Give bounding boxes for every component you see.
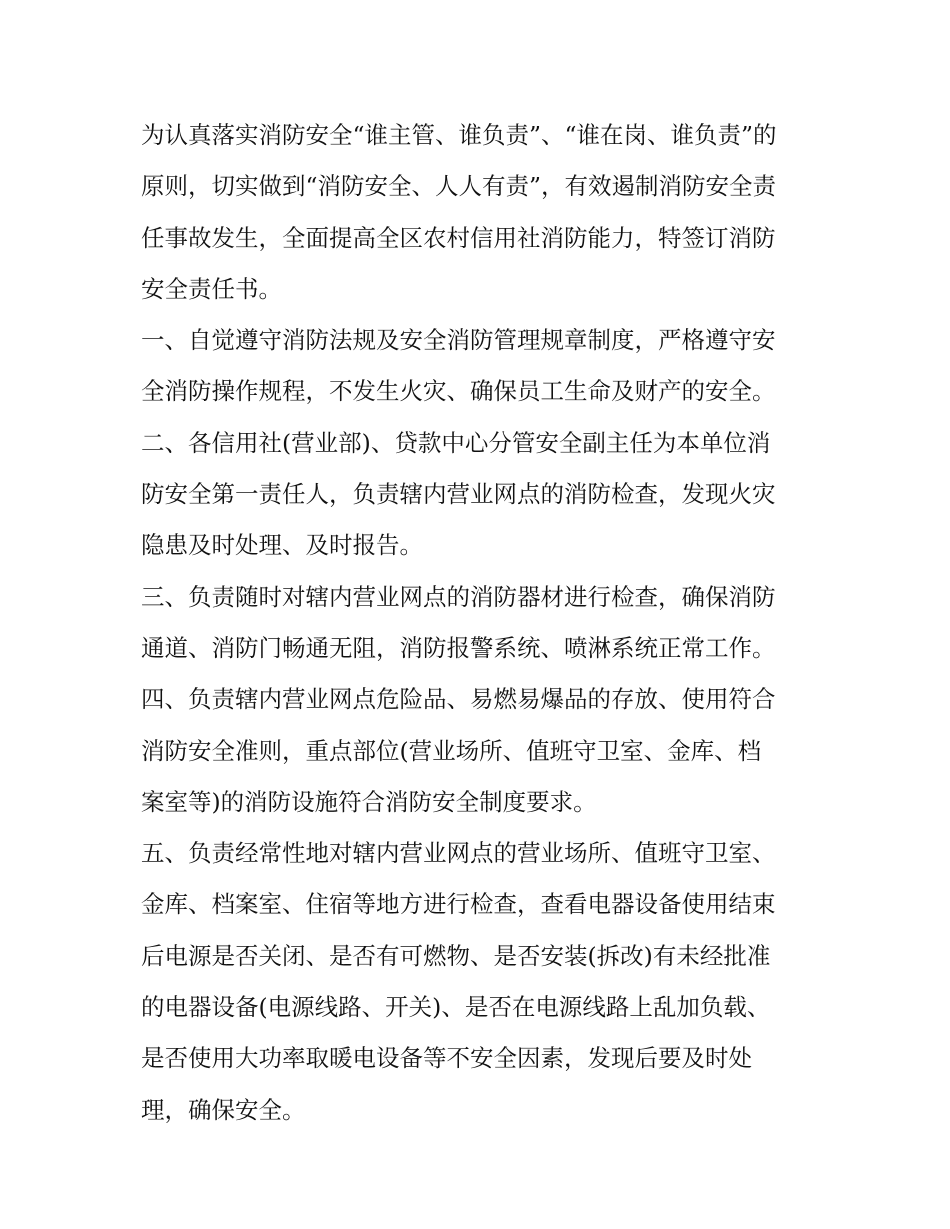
text-line: 的电器设备(电源线路、开关)、是否在电源线路上乱加负载、 (141, 993, 771, 1022)
text-line: 二、各信用社(营业部)、贷款中心分管安全副主任为本单位消 (141, 428, 771, 457)
text-line: 全消防操作规程，不发生火灾、确保员工生命及财产的安全。 (141, 377, 776, 406)
paragraph-item-1 (141, 315, 821, 418)
paragraph-item-5 (141, 828, 821, 1136)
document-body (141, 110, 821, 1136)
text-line: 金库、档案室、住宿等地方进行检查，查看电器设备使用结束 (141, 890, 776, 919)
text-line: 通道、消防门畅通无阻，消防报警系统、喷淋系统正常工作。 (141, 633, 776, 662)
paragraph-item-2 (141, 418, 821, 572)
text-line: 理，确保安全。 (141, 1095, 306, 1124)
text-line: 后电源是否关闭、是否有可燃物、是否安装(拆改)有未经批准 (141, 941, 771, 970)
paragraph-item-4 (141, 674, 821, 828)
text-line: 原则，切实做到“消防安全、人人有责”，有效遏制消防安全责 (141, 172, 777, 201)
text-line: 防安全第一责任人，负责辖内营业网点的消防检查，发现火灾 (141, 480, 776, 509)
text-line: 安全责任书。 (141, 274, 282, 303)
text-line: 隐患及时处理、及时报告。 (141, 531, 423, 560)
paragraph-intro (141, 110, 821, 315)
text-line: 五、负责经常性地对辖内营业网点的营业场所、值班守卫室、 (141, 839, 776, 868)
text-line: 为认真落实消防安全“谁主管、谁负责”、“谁在岗、谁负责”的 (141, 121, 777, 149)
text-line: 四、负责辖内营业网点危险品、易燃易爆品的存放、使用符合 (141, 685, 776, 714)
text-line: 消防安全准则，重点部位(营业场所、值班守卫室、金库、档 (141, 736, 762, 765)
paragraph-item-3 (141, 572, 821, 675)
text-line: 案室等)的消防设施符合消防安全制度要求。 (141, 787, 597, 816)
text-line: 任事故发生，全面提高全区农村信用社消防能力，特签订消防 (141, 223, 776, 252)
text-line: 是否使用大功率取暖电设备等不安全因素，发现后要及时处 (141, 1044, 752, 1073)
text-line: 一、自觉遵守消防法规及安全消防管理规章制度，严格遵守安 (141, 326, 776, 355)
text-line: 三、负责随时对辖内营业网点的消防器材进行检查，确保消防 (141, 582, 776, 611)
